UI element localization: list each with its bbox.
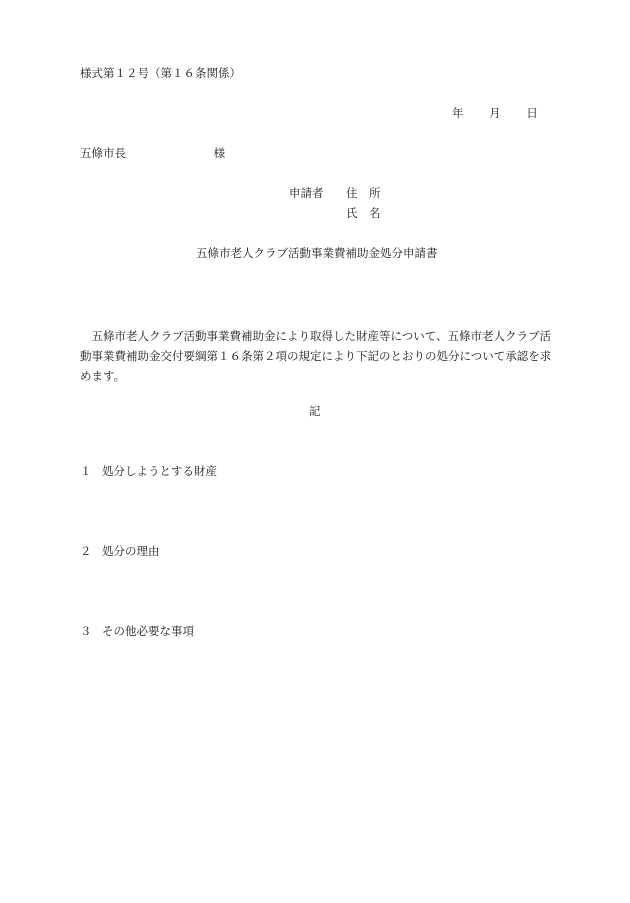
body-paragraph: 五條市老人クラブ活動事業費補助金により取得した財産等について、五條市老人クラブ活動事業費補助金交付要綱第１６条第２項の規定により下記のとおりの処分について承認を求めます。 (80, 329, 552, 383)
list-item (80, 466, 217, 478)
item-number: １ (80, 464, 92, 478)
item-label: 処分の理由 (102, 544, 160, 558)
item-number: ３ (80, 624, 92, 638)
item-label: その他必要な事項 (102, 624, 194, 638)
item-label: 処分しようとする財産 (102, 464, 217, 478)
list-item (80, 546, 160, 558)
applicant-label: 申請者 (289, 186, 324, 200)
form-number: 様式第１２号（第１６条関係） (80, 66, 241, 80)
ki-marker: 記 (309, 404, 321, 418)
item-number: ２ (80, 544, 92, 558)
date-line (452, 108, 538, 120)
document-title: 五條市老人クラブ活動事業費補助金処分申請書 (196, 246, 438, 260)
applicant-address-label: 住 所 (346, 186, 381, 200)
date-day-label: 日 (526, 106, 538, 120)
applicant-name-label: 氏 名 (346, 206, 381, 220)
addressee (80, 148, 225, 160)
addressee-name: 五條市長 (80, 146, 126, 160)
addressee-honorific: 様 (213, 146, 226, 160)
date-year-label: 年 (452, 106, 464, 120)
list-item (80, 626, 194, 638)
date-month-label: 月 (489, 106, 501, 120)
